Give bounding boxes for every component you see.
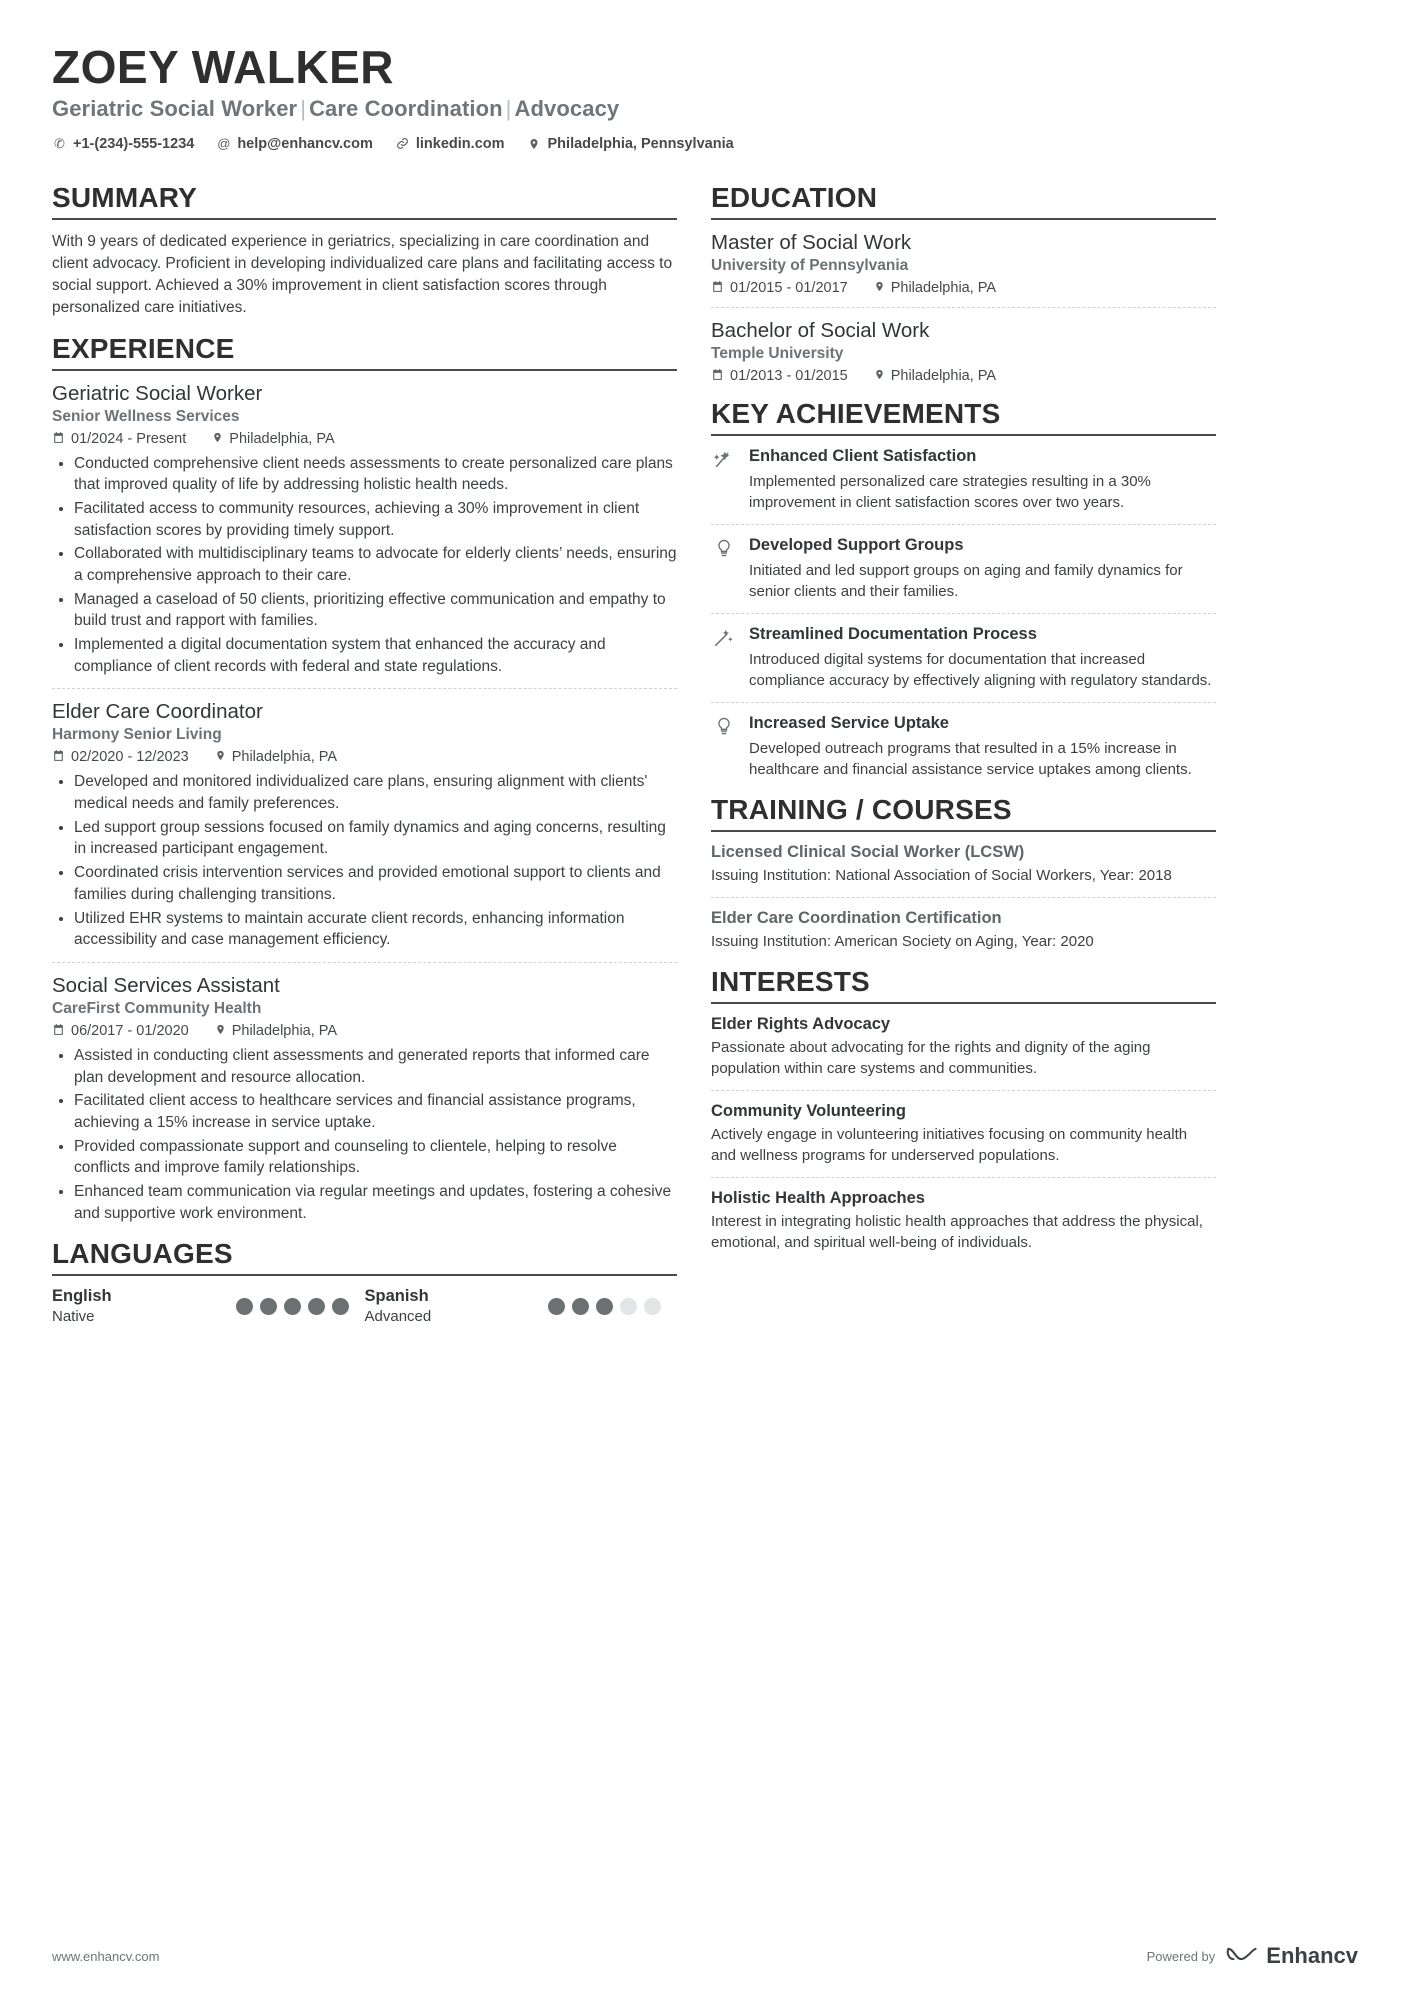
rating-dot — [644, 1298, 661, 1315]
job-bullets — [52, 771, 677, 951]
job-company: Harmony Senior Living — [52, 726, 222, 744]
section-interests — [711, 966, 1216, 1253]
item-divider — [711, 1090, 1216, 1091]
section-divider — [711, 218, 1216, 220]
interest-item — [711, 1189, 1216, 1253]
rating-dot — [572, 1298, 589, 1315]
job-location-text: Philadelphia, PA — [231, 1022, 338, 1039]
location-pin-icon — [215, 749, 226, 765]
job-meta — [52, 431, 677, 447]
calendar-icon — [711, 368, 724, 384]
link-icon — [395, 137, 410, 150]
job-bullet: • Managed a caseload of 50 clients, prioritizing effective communication and empathy to build trust and rapport with families. — [74, 589, 677, 632]
achievement-item — [711, 536, 1216, 602]
job-location-text: Philadelphia, PA — [231, 749, 338, 766]
contact-phone[interactable] — [52, 136, 194, 152]
education-dates — [711, 280, 848, 296]
education-item — [711, 231, 1216, 296]
section-education — [711, 182, 1216, 384]
job-company: Senior Wellness Services — [52, 407, 240, 425]
job-location — [215, 1023, 337, 1039]
contact-email[interactable] — [216, 136, 373, 152]
achievement-text: Implemented personalized care strategies resulting in a 30% improvement in client satisfaction scores over two years. — [749, 472, 1151, 511]
job-dates-text: 01/2024 - Present — [71, 430, 187, 447]
email-icon: @ — [217, 136, 231, 152]
education-meta — [711, 368, 1216, 384]
language-item — [52, 1287, 365, 1325]
rating-dot — [236, 1298, 253, 1315]
contact-location — [527, 136, 734, 152]
job-bullet: • Facilitated access to community resources, achieving a 30% improvement in client satisfaction scores by providing timely support. — [74, 498, 677, 541]
education-location — [874, 368, 996, 384]
magic-wand-icon — [711, 625, 737, 691]
location-pin-icon — [874, 280, 885, 296]
powered-by-label: Powered by — [1146, 1948, 1216, 1964]
achievement-text: Introduced digital systems for documentation that increased compliance accuracy by effectively aligning with regulatory standards. — [749, 650, 1212, 689]
education-meta — [711, 280, 1216, 296]
lightbulb-icon — [711, 536, 737, 602]
achievement-title: Developed Support Groups — [749, 535, 964, 554]
section-experience — [52, 333, 677, 1225]
calendar-icon — [52, 431, 65, 447]
item-divider — [52, 688, 677, 689]
resume-header — [52, 42, 1358, 152]
enhancv-wordmark: Enhancv — [1266, 1943, 1358, 1968]
contact-linkedin-text: linkedin.com — [415, 135, 505, 152]
achievement-item — [711, 447, 1216, 513]
interest-text: Interest in integrating holistic health approaches that address the physical, emotional, and spiritual well-being of individuals. — [711, 1212, 1203, 1251]
contact-location-text: Philadelphia, Pennsylvania — [547, 135, 734, 152]
section-divider — [52, 1274, 677, 1276]
location-pin-icon — [874, 368, 885, 384]
section-divider — [711, 830, 1216, 832]
training-text: Issuing Institution: National Association of Social Workers, Year: 2018 — [711, 866, 1172, 884]
enhancv-logo — [1225, 1943, 1358, 1969]
job-dates — [52, 749, 189, 765]
experience-heading: EXPERIENCE — [52, 332, 235, 364]
job-bullet: • Conducted comprehensive client needs assessments to create personalized care plans that improved quality of life by addressing holistic health needs. — [74, 453, 677, 496]
phone-icon: ✆ — [54, 135, 65, 151]
training-text: Issuing Institution: American Society on Aging, Year: 2020 — [711, 932, 1094, 950]
location-pin-icon — [215, 1023, 226, 1039]
contact-phone-text: +1-(234)-555-1234 — [73, 135, 195, 152]
experience-item — [52, 974, 677, 1225]
job-bullet: • Facilitated client access to healthcare services and financial assistance programs, achieving a 15% increase in service uptake. — [74, 1090, 677, 1133]
education-heading: EDUCATION — [711, 181, 878, 213]
rating-dot — [620, 1298, 637, 1315]
contact-row — [52, 136, 1358, 152]
rating-dot — [548, 1298, 565, 1315]
job-bullets — [52, 1045, 677, 1225]
language-item — [365, 1287, 678, 1325]
location-pin-icon — [212, 431, 223, 447]
lightbulb-icon — [711, 714, 737, 780]
achievement-title: Enhanced Client Satisfaction — [749, 446, 977, 465]
interest-item — [711, 1102, 1216, 1166]
interest-title: Elder Rights Advocacy — [711, 1014, 891, 1033]
section-divider — [52, 369, 677, 371]
item-divider — [711, 307, 1216, 308]
item-divider — [711, 897, 1216, 898]
education-degree: Bachelor of Social Work — [711, 318, 930, 342]
headline-separator: | — [505, 95, 512, 121]
page-footer — [52, 1943, 1358, 1969]
education-dates-text: 01/2015 - 01/2017 — [730, 279, 848, 296]
job-location — [212, 431, 334, 447]
job-bullet: • Utilized EHR systems to maintain accurate client records, enhancing information accessibility and case management efficiency. — [74, 908, 677, 951]
education-school: Temple University — [711, 344, 844, 362]
education-degree: Master of Social Work — [711, 230, 912, 254]
achievement-item — [711, 625, 1216, 691]
footer-powered-by — [1147, 1943, 1358, 1969]
job-dates — [52, 1023, 189, 1039]
job-meta — [52, 1023, 677, 1039]
achievement-text: Developed outreach programs that resulted in a 15% increase in healthcare and financial assistance service uptakes among clients. — [749, 739, 1192, 778]
interest-title: Holistic Health Approaches — [711, 1188, 925, 1207]
training-title: Elder Care Coordination Certification — [711, 908, 1002, 927]
job-bullet: • Developed and monitored individualized care plans, ensuring alignment with clients' medical needs and family preferences. — [74, 771, 677, 814]
achievement-title: Streamlined Documentation Process — [749, 624, 1037, 643]
job-location-text: Philadelphia, PA — [229, 430, 335, 447]
job-title: Social Services Assistant — [52, 973, 280, 997]
enhancv-mark-icon — [1225, 1944, 1259, 1969]
rating-dot — [308, 1298, 325, 1315]
left-column — [52, 168, 677, 1326]
contact-email-text: help@enhancv.com — [237, 135, 373, 152]
rating-dot — [596, 1298, 613, 1315]
achievement-title: Increased Service Uptake — [749, 713, 949, 732]
job-dates-text: 02/2020 - 12/2023 — [71, 749, 189, 766]
language-name: Spanish — [364, 1287, 429, 1306]
calendar-icon — [52, 749, 65, 765]
job-bullet: • Collaborated with multidisciplinary teams to advocate for elderly clients’ needs, ensuring a comprehensive approach to their care. — [74, 543, 677, 586]
page-title: ZOEY WALKER — [52, 41, 395, 93]
training-item — [711, 909, 1216, 952]
section-key-achievements — [711, 398, 1216, 780]
section-training-courses — [711, 794, 1216, 952]
job-bullet: • Led support group sessions focused on family dynamics and aging concerns, resulting in increased participant engagement. — [74, 817, 677, 860]
education-location-text: Philadelphia, PA — [890, 367, 997, 384]
language-level: Advanced — [364, 1308, 432, 1326]
education-item — [711, 319, 1216, 384]
headline-part-2: Care Coordination — [309, 95, 503, 121]
experience-item — [52, 382, 677, 678]
job-dates-text: 06/2017 - 01/2020 — [71, 1022, 189, 1039]
headline-separator: | — [300, 95, 307, 121]
experience-item — [52, 700, 677, 951]
interest-text: Actively engage in volunteering initiatives focusing on community health and wellness programs for underserved populations. — [711, 1125, 1188, 1164]
section-summary — [52, 182, 677, 319]
language-level: Native — [52, 1308, 95, 1326]
achievements-heading: KEY ACHIEVEMENTS — [711, 397, 1001, 429]
calendar-icon — [711, 280, 724, 296]
language-rating — [236, 1298, 349, 1315]
contact-linkedin[interactable] — [395, 136, 505, 152]
summary-heading: SUMMARY — [52, 181, 198, 213]
language-rating — [548, 1298, 661, 1315]
languages-list — [52, 1287, 677, 1325]
job-title: Geriatric Social Worker — [52, 381, 263, 405]
item-divider — [711, 613, 1216, 614]
rating-dot — [260, 1298, 277, 1315]
job-bullet: • Implemented a digital documentation system that enhanced the accuracy and compliance of client records with federal and state regulations. — [74, 634, 677, 677]
education-dates — [711, 368, 848, 384]
interests-heading: INTERESTS — [711, 965, 870, 997]
job-meta — [52, 749, 677, 765]
interest-text: Passionate about advocating for the rights and dignity of the aging population within care systems and communities. — [711, 1038, 1151, 1077]
location-pin-icon — [527, 137, 542, 151]
summary-text: With 9 years of dedicated experience in geriatrics, specializing in care coordination and client advocacy. Proficient in developing individualized care plans and facilitating access to social support. Achieved a 30% improvement in client satisfaction scores through personalized care initiatives. — [52, 232, 673, 316]
item-divider — [711, 702, 1216, 703]
training-title: Licensed Clinical Social Worker (LCSW) — [711, 842, 1025, 861]
job-location — [215, 749, 337, 765]
job-bullet: • Coordinated crisis intervention services and provided emotional support to clients and families during challenging transitions. — [74, 862, 677, 905]
rating-dot — [284, 1298, 301, 1315]
job-bullet: • Enhanced team communication via regular meetings and updates, fostering a cohesive and supportive work environment. — [74, 1181, 677, 1224]
interest-item — [711, 1015, 1216, 1079]
job-bullet: • Assisted in conducting client assessments and generated reports that informed care plan development and resource allocation. — [74, 1045, 677, 1088]
job-bullet: • Provided compassionate support and counseling to clientele, helping to resolve conflicts and improve family relationships. — [74, 1136, 677, 1179]
footer-website[interactable]: www.enhancv.com — [52, 1948, 160, 1964]
item-divider — [711, 524, 1216, 525]
sparkle-star-icon — [711, 447, 737, 513]
training-item — [711, 843, 1216, 886]
job-title: Elder Care Coordinator — [52, 700, 263, 724]
language-name: English — [52, 1287, 112, 1306]
job-company: CareFirst Community Health — [52, 999, 262, 1017]
right-column — [711, 168, 1216, 1326]
languages-heading: LANGUAGES — [52, 1238, 233, 1270]
education-school: University of Pennsylvania — [711, 256, 909, 274]
achievement-text: Initiated and led support groups on aging and family dynamics for senior clients and their families. — [749, 561, 1183, 600]
professional-headline — [52, 96, 1358, 122]
achievement-item — [711, 714, 1216, 780]
calendar-icon — [52, 1023, 65, 1039]
section-divider — [52, 218, 677, 220]
headline-part-3: Advocacy — [514, 95, 620, 121]
rating-dot — [332, 1298, 349, 1315]
job-bullets — [52, 453, 677, 678]
education-dates-text: 01/2013 - 01/2015 — [730, 367, 848, 384]
headline-part-1: Geriatric Social Worker — [52, 95, 298, 121]
item-divider — [711, 1177, 1216, 1178]
section-divider — [711, 1002, 1216, 1004]
section-languages — [52, 1238, 677, 1325]
content-columns — [52, 168, 1358, 1326]
item-divider — [52, 962, 677, 963]
interest-title: Community Volunteering — [711, 1101, 906, 1120]
training-heading: TRAINING / COURSES — [711, 793, 1012, 825]
job-dates — [52, 431, 186, 447]
section-divider — [711, 434, 1216, 436]
education-location-text: Philadelphia, PA — [890, 279, 997, 296]
education-location — [874, 280, 996, 296]
